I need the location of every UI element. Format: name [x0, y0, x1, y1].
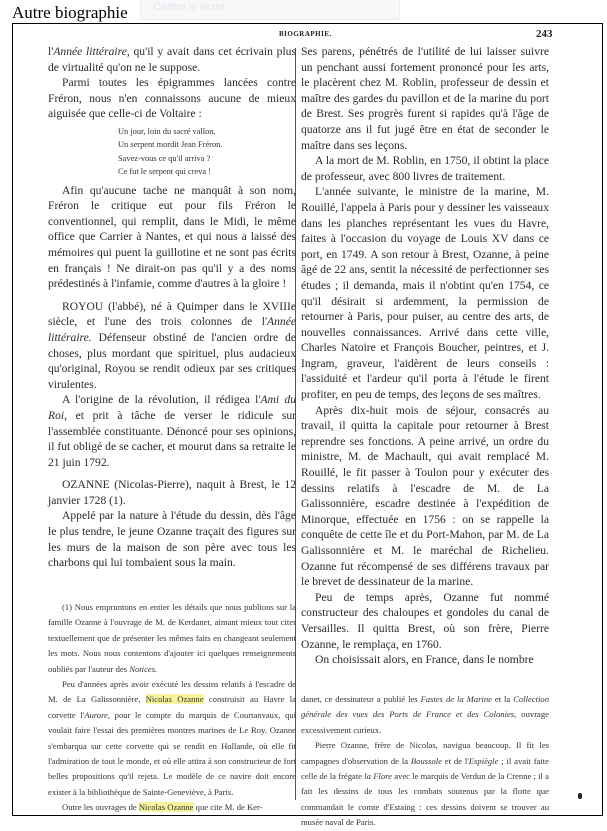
italic-title: Année littéraire. — [48, 315, 296, 344]
verse-block — [48, 125, 296, 179]
text-run: Pierre Ozanne, frère de Nicolas, navigua beaucoup. Il fit les campagnes d'observation de la — [301, 740, 549, 766]
italic-title: Fastes de la Marine — [420, 694, 492, 704]
text-run: et la — [491, 694, 514, 704]
paragraph — [48, 392, 296, 470]
verse-line: Un jour, loin du sacré vallon, — [118, 126, 216, 136]
footnote — [48, 800, 296, 815]
text-run: danet, ce dessinateur a publié les — [301, 694, 421, 704]
search-highlight: Nicolas Ozanne — [138, 802, 194, 813]
scanned-page — [12, 23, 603, 828]
ink-speck — [578, 793, 582, 799]
paragraph-royou — [48, 299, 296, 393]
footnotes-left — [48, 600, 296, 816]
paragraph: Appelé par la nature à l'étude du dessin, dès l'âge le plus tendre, le jeune Ozanne traçait des figures sur les murs de la maison de son père avec tous les charbons qui lui tombaient sous la main. — [48, 509, 296, 570]
running-header — [13, 30, 602, 42]
text-run: et de l' — [441, 755, 469, 766]
text-run: A l'origine de la révolution, il rédigea l' — [62, 393, 261, 407]
text-run: ; il avait faite celle de la frégate — [301, 755, 549, 782]
center-text-tooltip-label: Centre le texte — [153, 1, 225, 13]
document-title: Autre biographie — [12, 3, 128, 22]
italic-title: la Flore — [364, 771, 392, 782]
text-run: construisit au Havre la corvette l' — [48, 694, 296, 720]
footnote — [48, 677, 296, 800]
italic-title: Notices. — [129, 663, 158, 674]
verse-line: Ce fut le serpent qui creva ! — [118, 167, 212, 177]
paragraph-ozanne: OZANNE (Nicolas-Pierre), naquit à Brest, le 12 janvier 1728 (1). — [48, 478, 296, 507]
text-run: , qu'il y avait dans cet écrivain plus de virtualité qu'on ne le suppose. — [48, 45, 296, 74]
page-number: 243 — [536, 28, 553, 40]
italic-title: Aurore — [84, 709, 108, 720]
footnote — [301, 692, 549, 738]
paragraph: Peu de temps après, Ozanne fut nommé constructeur des chaloupes et gondoles du canal de Versailles. Il quitta Brest, où son frère, Pierre Ozanne, le remplaça, en 1760. — [301, 590, 549, 651]
running-title: BIOGRAPHIE. — [279, 30, 332, 38]
paragraph: On choisissait alors, en France, dans le nombre — [315, 653, 534, 667]
italic-title: Espiègle — [468, 755, 499, 766]
left-column — [48, 44, 297, 813]
italic-title: Année littéraire — [53, 45, 127, 58]
paragraph: Parmi toutes les épigrammes lancées contre Fréron, nous n'en connaissons aucune de mieux aiguisée que celle-ci de Voltaire : — [48, 76, 296, 121]
text-run: ROYOU (l'abbé), né à Quimper dans le XVIIIe siècle, et l'une des trois colonnes de l' — [48, 299, 296, 329]
text-run: avec le marquis de Verdun de la Crenne ; il a fait les dessins de tous les combats soutenus par la flotte que commandait le comte d'Estaing : ces dessins doivent se trouver au musée naval de Paris. — [301, 771, 549, 828]
paragraph: Afin qu'aucune tache ne manquât à son nom, Fréron le critique eut pour fils Fréron le conventionnel, qui remplit, dans le Midi, le même office que Carrier à Nantes, et qui nous a laissé des mémoires qui puent la guillotine et ne sont pas écrits en français ! Ne dirait-on pas qu'il y a des noms prédestinés à l'infamie, comme d'autres à la gloire ! — [48, 183, 296, 291]
text-run: , pour le compte du marquis de Courtanvaux, qui voulait faire l'essai des premières montres marines de Le Roy. Ozanne s'embarqua sur cette corvette qui se rendit en Hollande, où elle fit l'admiration de tout le monde, et où elle attira à son constructeur de fort belles propositions qu'il rejeta. Le modèle de ce navire doit encore exister à la bibliothèque de Sainte-Geneviève, à Paris. — [48, 709, 297, 797]
text-run: Outre les ouvrages de — [62, 802, 139, 813]
text-run: (1) Nous empruntons en entier les détails que nous publions sur la famille Ozanne à l'ouvrage de M. de Kerdanet, aimant mieux tout citer textuellement que de présenter les mêmes faits en changeant seulement les mots. Nous nous contentons d'ajouter ici quelques renseignements oubliés par l'auteur des — [48, 602, 296, 674]
right-column — [301, 44, 549, 828]
paragraph: Après dix-huit mois de séjour, consacrés au travail, il quitta la capitale pour retourner à Brest reprendre ses fonctions. A peine arrivé, un ordre du ministre, M. de Machault, qui avait remplacé M. Rouillé, le fit passer à Toulon pour y exécuter des dessins relatifs à l'escadre de M. de La Galissonnière, escadre destinée à l'expédition de Minorque, effectuée en 1756 : on se rappelle la conquête de cette île et du Port-Mahon, par M. de La Galissonnière et M. le maréchal de Richelieu. Ozanne fut récompensé de ses différens travaux par le brevet de dessinateur de la marine. — [301, 403, 549, 589]
search-highlight: Nicolas Ozanne — [145, 694, 204, 705]
italic-title: Ami du Roi — [48, 393, 297, 422]
text-run: Défenseur obstiné de l'ancien ordre de choses, plus mordant que spirituel, plus audacieux qu'original, Royou se rendit odieux par ses critiques virulentes. — [48, 330, 296, 391]
paragraph: L'année suivante, le ministre de la marine, M. Rouillé, l'appela à Paris pour y dessiner les vaisseaux dans les planches représentant les vues du Havre, faites à l'occasion du voyage de Louis XV dans ce port, en 1749. A son retour à Brest, Ozanne, à peine âgé de 22 ans, sentit la nécessité de perfectionner ses études ; il demanda, mais il n'obtint qu'en 1754, ce qu'il désirait si ardemment, la permission de retourner à Paris, pour puiser, au centre des arts, de nouvelles connaissances. Arrivé dans cette ville, Charles Natoire et François Boucher, peintres, et J. Ingram, graveur, l'aidèrent de leurs conseils : l'assiduité et l'ardeur qu'il porta à l'étude le firent profiter, en peu de temps, des leçons de ses maîtres. — [301, 185, 549, 402]
text-run: , et prit à tâche de verser le ridicule sur l'assemblée constituante. Dénoncé pour ses opinions, il fut obligé de se cacher, et mourut dans sa retraite le 21 juin 1792. — [48, 408, 296, 469]
text-run: l' — [48, 45, 54, 58]
italic-title: Boussole — [410, 755, 442, 766]
verse-line: Savez-vous ce qu'il arriva ? — [118, 153, 211, 163]
italic-title: Collection générale des vues des Ports de France et des Colonies — [301, 694, 549, 720]
text-run: que cite M. de Ker- — [193, 802, 263, 813]
center-text-tooltip — [140, 0, 400, 20]
text-run: , ouvrage excessivement curieux. — [301, 709, 549, 735]
paragraph: A la mort de M. Roblin, en 1750, il obtint la place de professeur, avec 800 livres de traitement. — [301, 154, 549, 183]
text-run: Peu d'années après avoir exécuté les dessins relatifs à l'escadre de M. de La Galissonnière, — [48, 679, 296, 705]
footnote — [48, 600, 296, 677]
verse-line: Un serpent mordit Jean Fréron. — [118, 140, 223, 150]
paragraph: Ses parens, pénétrés de l'utilité de lui laisser suivre un penchant aussi fortement prononcé pour les arts, le placèrent chez M. Roblin, professeur de dessin et maître des gardes du pavillon et de la marine du port de Brest. Ses progrès furent si rapides qu'à l'âge de quatorze ans il fut jugé être en état de seconder le maître dans ses leçons. — [301, 45, 549, 152]
footnote — [301, 738, 549, 830]
paragraph — [48, 44, 296, 75]
footnotes-right — [301, 692, 549, 831]
